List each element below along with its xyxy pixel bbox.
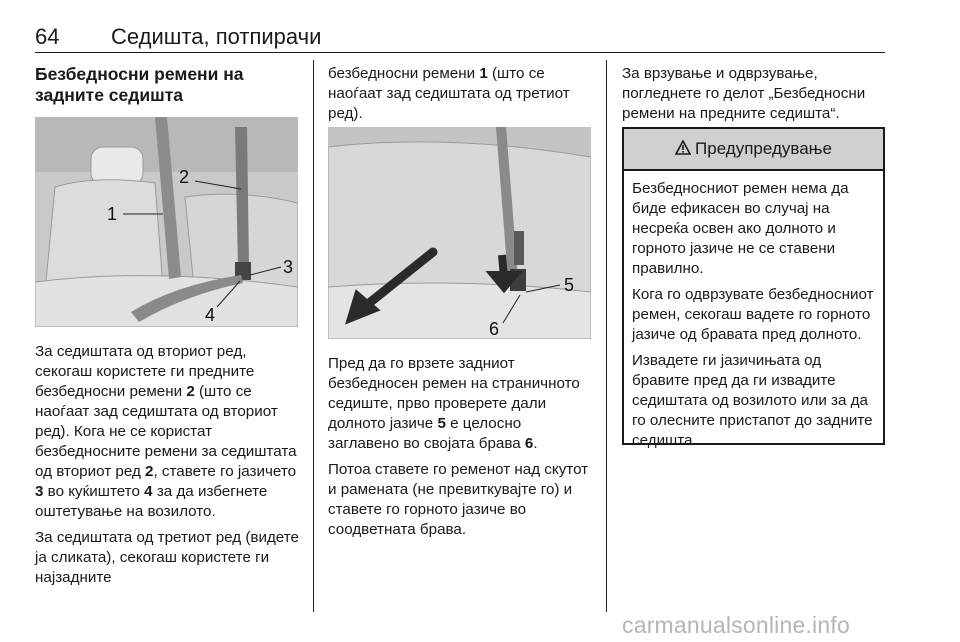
warning-body bbox=[624, 171, 883, 451]
section-title: Безбедносни ремени на задните седишта bbox=[35, 64, 244, 105]
page-title: Седишта, потпирачи bbox=[111, 24, 322, 49]
column-divider-2 bbox=[606, 60, 607, 612]
column-2-bottom-text bbox=[328, 354, 596, 546]
warning-triangle-icon bbox=[675, 139, 691, 160]
callout-3: 3 bbox=[283, 257, 294, 277]
col2-paragraph-1: Пред да го врзете задниот безбедносен ремен на страничното седиште, прво проверете дали долното јазиче 5 е целосно заглавено во својата брава 6. bbox=[328, 355, 580, 452]
watermark-text: carmanualsonline.info bbox=[622, 612, 850, 638]
column-1-text bbox=[35, 342, 303, 594]
callout-5: 5 bbox=[564, 275, 575, 295]
header-rule bbox=[35, 52, 885, 53]
warning-title: Предупредување bbox=[695, 139, 832, 158]
col1-paragraph-1: За седиштата од вториот ред, секогаш користете ги предните безбедносни ремени 2 (што се наоѓаат зад седиштата од вториот ред). Кога не се користат безбедносните ремени за седиштата од вториот ред 2, ставете го јазичето 3 во куќиштето 4 за да избегнете оштетување на возилото. bbox=[35, 343, 297, 520]
warning-paragraph-3: Извадете ги јазичињата од бравите пред да ги извадите седиштата од возилото или за да го олесните пристапот до задните седишта. bbox=[632, 352, 873, 449]
callout-6: 6 bbox=[489, 319, 500, 339]
page-number: 64 bbox=[35, 24, 60, 49]
warning-header bbox=[624, 129, 883, 171]
column-2-top-text bbox=[328, 64, 596, 130]
column-3-text bbox=[622, 64, 890, 130]
col3-paragraph-1: За врзување и одврзување, погледнете го делот „Безбедносни ремени на предните седишта“. bbox=[622, 65, 866, 122]
warning-box bbox=[622, 127, 885, 449]
warning-paragraph-1: Безбедносниот ремен нема да биде ефикасен во случај на несреќа освен ако долното и горното јазиче не се ставени правилно. bbox=[632, 180, 849, 277]
col2-paragraph-0: безбедносни ремени 1 (што се наоѓаат зад седиштата од третиот ред). bbox=[328, 65, 570, 122]
page-header bbox=[35, 24, 885, 54]
col1-paragraph-2: За седиштата од третиот ред (видете ја сликата), секогаш користете ги најзадните bbox=[35, 529, 299, 586]
warning-paragraph-2: Кога го одврзувате безбедносниот ремен, секогаш вадете го горното јазиче од бравата пред долното. bbox=[632, 286, 874, 343]
callout-2: 2 bbox=[179, 167, 190, 187]
callout-1: 1 bbox=[107, 204, 118, 224]
figure-second-row-seatbelts bbox=[35, 117, 298, 327]
figure-third-row-seatbelt bbox=[328, 127, 591, 339]
column-divider-1 bbox=[313, 60, 314, 612]
callout-4: 4 bbox=[205, 305, 216, 325]
col2-paragraph-2: Потоа ставете го ременот над скутот и рамената (не превиткувајте го) и ставете го горното јазиче во соодветната брава. bbox=[328, 461, 589, 538]
